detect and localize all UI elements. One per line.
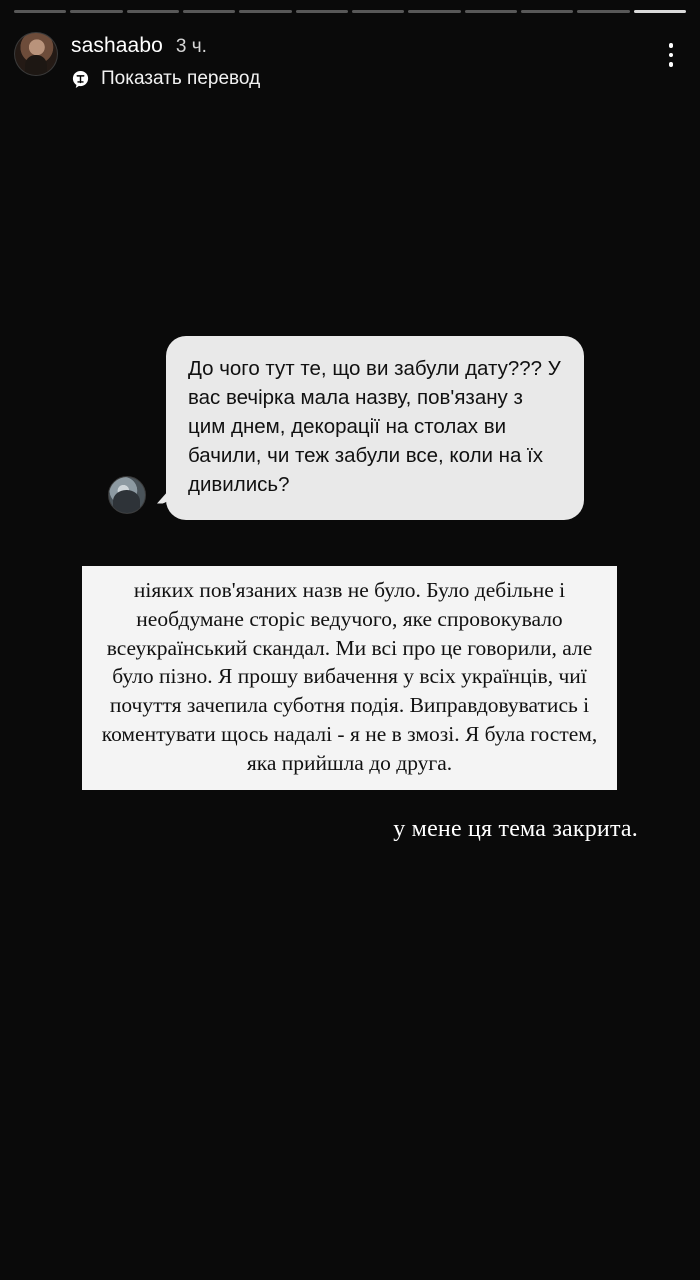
story-progress-segment[interactable] [70, 10, 122, 13]
story-header-text [71, 32, 656, 90]
story-progress-segment[interactable] [296, 10, 348, 13]
question-author-avatar[interactable] [108, 476, 146, 514]
story-progress-bar [14, 10, 686, 13]
story-progress-segment[interactable] [465, 10, 517, 13]
story-progress-segment-active[interactable] [634, 10, 686, 13]
kebab-menu-icon-dot [669, 43, 674, 48]
story-progress-segment[interactable] [352, 10, 404, 13]
avatar[interactable] [14, 32, 58, 76]
username-label[interactable]: sashaabo [71, 34, 163, 57]
question-block [108, 336, 700, 520]
story-progress-segment[interactable] [577, 10, 629, 13]
avatar-image [15, 33, 57, 75]
story-progress-segment[interactable] [408, 10, 460, 13]
story-progress-segment[interactable] [521, 10, 573, 13]
timestamp-label: 3 ч. [175, 36, 207, 57]
question-bubble: До чого тут те, що ви забули дату??? У вас вечірка мала назву, пов'язану з цим днем, декорації на столах ви бачили, чи теж забули все, коли на їх дивились? [166, 336, 584, 520]
show-translation-label: Показать перевод [101, 68, 261, 89]
story-header [14, 32, 686, 90]
reply-text-card: ніяких пов'язаних назв не було. Було дебільне і необдумане сторіс ведучого, яке спровокувало всеукраїнський скандал. Ми всі про це говорили, але було пізно. Я прошу вибачення у всіх українців, чиї почуття зачепила суботня подія. Виправдовуватись і коментувати щось надалі - я не в змозі. Я була гостем, яка прийшла до друга. [82, 566, 617, 790]
kebab-menu-icon-dot [669, 53, 674, 58]
story-progress-segment[interactable] [183, 10, 235, 13]
kebab-menu-icon-dot [669, 62, 674, 67]
more-options-button[interactable] [656, 32, 686, 76]
story-progress-segment[interactable] [127, 10, 179, 13]
story-author-row [71, 34, 656, 58]
closing-statement: у мене ця тема закрита. [393, 816, 638, 842]
story-progress-segment[interactable] [14, 10, 66, 13]
show-translation-button[interactable] [71, 68, 656, 90]
translate-icon [71, 70, 90, 89]
story-progress-segment[interactable] [239, 10, 291, 13]
